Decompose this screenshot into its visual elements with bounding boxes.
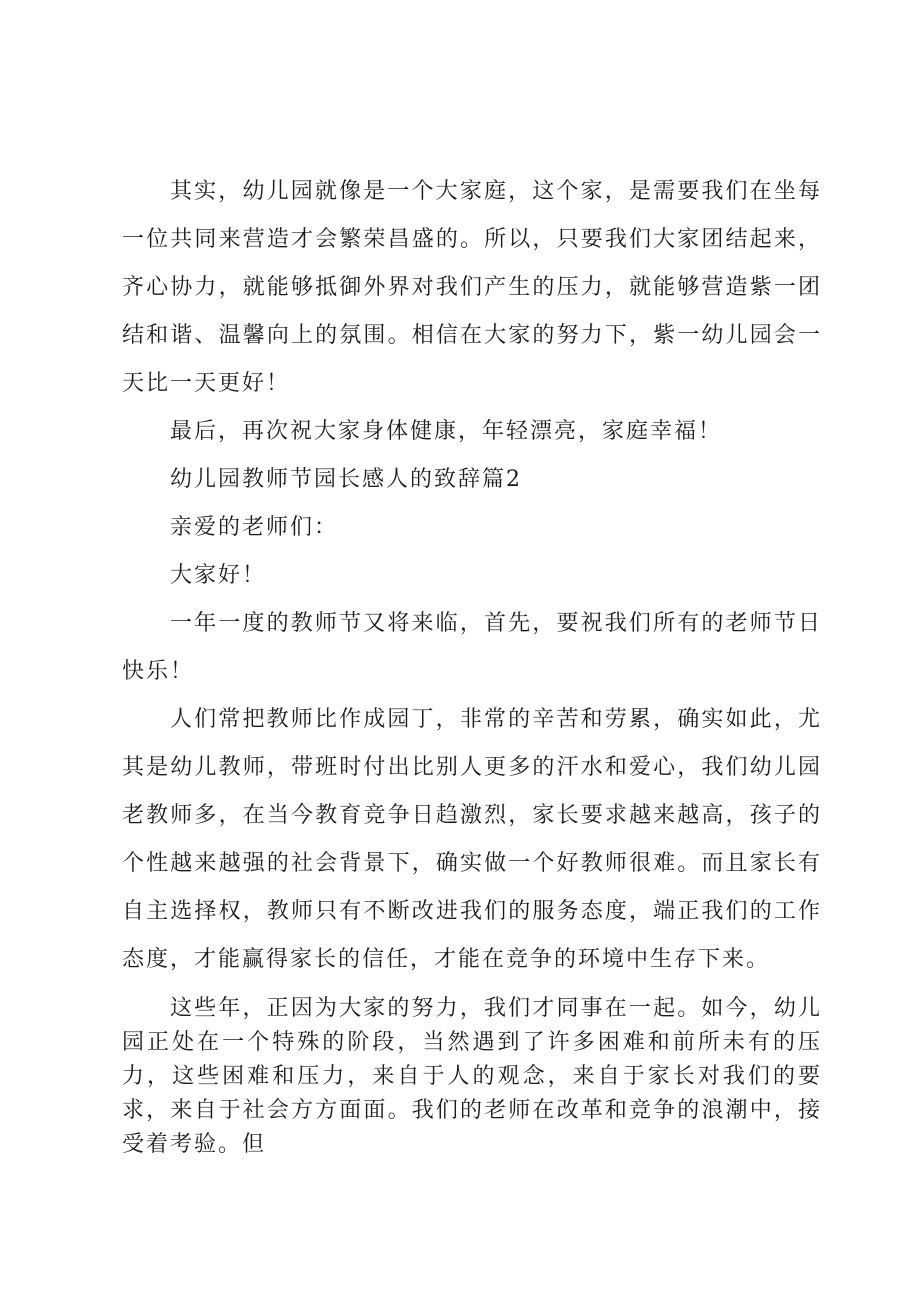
paragraph-gardeners: 人们常把教师比作成园丁，非常的辛苦和劳累，确实如此，尤其是幼儿教师，带班时付出比别人更多的汗水和爱心，我们幼儿园老教师多，在当今教育竞争日趋激烈，家长要求越来越高，孩子的个性越来越强的社会背景下，确实做一个好教师很难。而且家长有自主选择权，教师只有不断改进我们的服务态度，端正我们的工作态度，才能赢得家长的信任，才能在竞争的环境中生存下来。 (122, 707, 822, 972)
greeting: 大家好！ (170, 563, 267, 588)
paragraph-family-unity: 其实，幼儿园就像是一个大家庭，这个家，是需要我们在坐每一位共同来营造才会繁荣昌盛的。所以，只要我们大家团结起来，齐心协力，就能够抵御外界对我们产生的压力，就能够营造紫一团结和谐、温馨向上的氛围。相信在大家的努力下，紫一幼儿园会一天比一天更好！ (122, 179, 822, 396)
paragraph-closing-wishes: 最后，再次祝大家身体健康，年轻漂亮，家庭幸福！ (170, 419, 723, 444)
section-heading: 幼儿园教师节园长感人的致辞篇2 (170, 467, 522, 492)
paragraph-teachers-day: 一年一度的教师节又将来临，首先，要祝我们所有的老师节日快乐！ (122, 611, 822, 684)
paragraph-these-years: 这些年，正因为大家的努力，我们才同事在一起。如今，幼儿园正处在一个特殊的阶段，当然遇到了许多困难和前所未有的压力，这些困难和压力，来自于人的观念，来自于家长对我们的要求，来自于社会方方面面。我们的老师在改革和竞争的浪潮中，接受着考验。但 (122, 996, 822, 1157)
salutation: 亲爱的老师们： (170, 515, 339, 540)
